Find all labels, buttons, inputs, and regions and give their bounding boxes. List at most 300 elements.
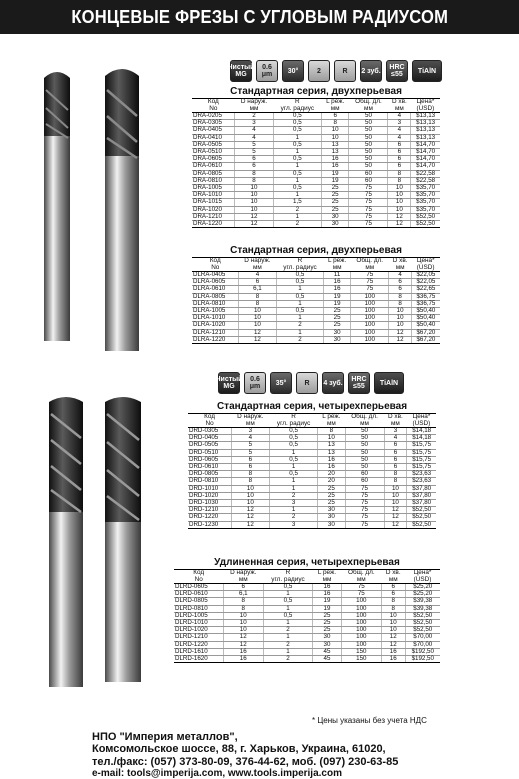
table-cell: 4 — [231, 435, 269, 442]
cross-section-icon: 4 зуб. — [322, 372, 344, 394]
table-cell: 16 — [324, 279, 351, 286]
column-header: мм — [313, 577, 341, 584]
table-cell: $25,20 — [405, 591, 440, 598]
table-cell: 100 — [351, 300, 389, 307]
table-cell: 30 — [321, 213, 348, 220]
column-header: D хв. — [381, 570, 405, 577]
table-cell: 100 — [351, 315, 389, 322]
table-cell: 6 — [384, 449, 407, 456]
table-cell: 0,5 — [273, 120, 321, 127]
table-cell: $36,75 — [411, 300, 440, 307]
table-row — [174, 656, 440, 663]
table-cell: 1 — [273, 134, 321, 141]
table-row — [192, 113, 440, 120]
table-cell: DRA-1010 — [192, 192, 235, 199]
table-cell: 10 — [231, 492, 269, 499]
table-cell: DLRD-0810 — [174, 605, 223, 612]
table-cell: 20 — [318, 478, 345, 485]
table-cell: 10 — [223, 620, 263, 627]
page-title: КОНЦЕВЫЕ ФРЕЗЫ С УГЛОВЫМ РАДИУСОМ — [71, 6, 448, 27]
table-cell: $13,13 — [411, 120, 440, 127]
micrograin-icon: Чистый MG — [230, 60, 252, 82]
table-cell: 30 — [321, 221, 348, 228]
table-cell: 10 — [321, 127, 348, 134]
table-cell: 5 — [235, 141, 274, 148]
column-header: мм — [351, 265, 389, 272]
table-title: Стандартная серия, двухперьевая — [230, 86, 402, 97]
table-cell: 6,1 — [223, 591, 263, 598]
table-cell: 6 — [239, 279, 277, 286]
column-header: No — [192, 106, 235, 113]
table-cell: 50 — [349, 149, 388, 156]
table-cell: 1 — [270, 449, 318, 456]
table-row — [188, 449, 436, 456]
column-header: L реж. — [321, 99, 348, 106]
table-cell: $15,75 — [407, 464, 436, 471]
column-header: D наруж. — [231, 414, 269, 421]
table-cell: DRD-1230 — [188, 521, 231, 528]
table-cell: 12 — [384, 514, 407, 521]
table-cell: 0,5 — [270, 428, 318, 435]
table-cell: DRA-0605 — [192, 156, 235, 163]
table-cell: 8 — [389, 293, 411, 300]
table-cell: 6 — [389, 286, 411, 293]
table-cell: DRD-0405 — [188, 435, 231, 442]
column-header: Код — [174, 570, 223, 577]
table-cell: 10 — [389, 308, 411, 315]
table-cell: $192,50 — [405, 648, 440, 655]
table-cell: DLRA-1005 — [192, 308, 239, 315]
table-row — [174, 591, 440, 598]
table-cell: $35,70 — [411, 185, 440, 192]
flutes-icon: 2 — [308, 60, 330, 82]
table-cell: 8 — [235, 170, 274, 177]
table-cell: 25 — [313, 612, 341, 619]
table-cell: 0,5 — [263, 598, 313, 605]
table-cell: DRD-1030 — [188, 500, 231, 507]
table-dra — [192, 86, 440, 228]
table-cell: 1 — [270, 478, 318, 485]
table-cell: 3 — [231, 428, 269, 435]
table-cell: 75 — [345, 507, 384, 514]
table-cell: 8 — [381, 598, 405, 605]
table-row — [192, 156, 440, 163]
table-cell: 19 — [313, 598, 341, 605]
spec-table — [174, 569, 440, 663]
column-header: угл. радиус — [270, 421, 318, 428]
table-cell: $23,63 — [407, 471, 436, 478]
table-cell: DLRA-1220 — [192, 336, 239, 343]
table-cell: 25 — [321, 192, 348, 199]
table-row — [174, 648, 440, 655]
table-cell: 8 — [223, 598, 263, 605]
column-header: мм — [223, 577, 263, 584]
table-cell: 1 — [273, 192, 321, 199]
helix-angle-icon: 35° — [270, 372, 292, 394]
table-cell: 100 — [341, 612, 381, 619]
table-cell: 1 — [263, 591, 313, 598]
table-cell: 8 — [239, 293, 277, 300]
table-cell: 10 — [389, 322, 411, 329]
table-cell: 1 — [263, 620, 313, 627]
column-header: L реж. — [324, 258, 351, 265]
table-cell: 25 — [318, 492, 345, 499]
table-cell: 100 — [341, 641, 381, 648]
table-cell: DLRD-0605 — [174, 584, 223, 591]
hrc-icon: HRC ≤55 — [348, 372, 370, 394]
table-cell: 10 — [318, 435, 345, 442]
micrograin-icon: Чистый MG — [218, 372, 240, 394]
table-cell: 12 — [381, 634, 405, 641]
table-cell: DLRD-1610 — [174, 648, 223, 655]
table-row — [188, 435, 436, 442]
table-cell: 1 — [270, 485, 318, 492]
table-dlrd — [174, 557, 440, 663]
table-row — [192, 221, 440, 228]
table-row — [174, 598, 440, 605]
grain-size-icon: 0.6 μm — [244, 372, 266, 394]
table-cell: 1 — [263, 605, 313, 612]
table-cell: $14,70 — [411, 149, 440, 156]
column-header: Цена* — [411, 99, 440, 106]
vat-footnote: * Цены указаны без учета НДС — [312, 716, 427, 725]
table-cell: 19 — [324, 293, 351, 300]
column-header: No — [174, 577, 223, 584]
column-header: мм — [239, 265, 277, 272]
table-cell: 100 — [341, 605, 381, 612]
table-cell: DRD-0505 — [188, 442, 231, 449]
table-row — [174, 641, 440, 648]
table-cell: DRA-0410 — [192, 134, 235, 141]
table-cell: $35,70 — [411, 206, 440, 213]
column-header: мм — [388, 106, 411, 113]
cross-section-icon: 2 зуб. — [360, 60, 382, 82]
table-cell: 2 — [273, 221, 321, 228]
table-cell: 1 — [263, 648, 313, 655]
table-cell: DLRD-1010 — [174, 620, 223, 627]
table-cell: 12 — [235, 221, 274, 228]
table-cell: 6 — [388, 156, 411, 163]
table-title: Удлиненная серия, четырехперьевая — [214, 557, 400, 568]
table-cell: DRD-1020 — [188, 492, 231, 499]
table-cell: 50 — [349, 113, 388, 120]
table-cell: 30 — [324, 329, 351, 336]
column-header: мм — [324, 265, 351, 272]
table-cell: 60 — [349, 170, 388, 177]
column-header: Цена* — [405, 570, 440, 577]
table-cell: 12 — [223, 634, 263, 641]
table-cell: 10 — [388, 185, 411, 192]
table-cell: 75 — [345, 514, 384, 521]
table-cell: $14,70 — [411, 156, 440, 163]
table-cell: 25 — [313, 620, 341, 627]
table-cell: 10 — [235, 192, 274, 199]
table-cell: DRD-0805 — [188, 471, 231, 478]
table-cell: 25 — [324, 315, 351, 322]
table-cell: 5 — [231, 449, 269, 456]
spec-table — [192, 98, 440, 228]
table-cell: $52,50 — [411, 213, 440, 220]
table-row — [174, 612, 440, 619]
table-cell: 6 — [381, 591, 405, 598]
table-cell: 50 — [349, 141, 388, 148]
table-cell: 75 — [349, 221, 388, 228]
column-header: D хв. — [389, 258, 411, 265]
column-header: L реж. — [318, 414, 345, 421]
table-row — [192, 170, 440, 177]
table-cell: 1,5 — [273, 199, 321, 206]
table-cell: 12 — [231, 507, 269, 514]
table-cell: 12 — [389, 329, 411, 336]
table-cell: 30 — [318, 521, 345, 528]
column-header: Код — [192, 258, 239, 265]
table-cell: 16 — [313, 584, 341, 591]
table-cell: 10 — [231, 485, 269, 492]
table-row — [174, 620, 440, 627]
column-header: мм — [321, 106, 348, 113]
table-cell: 5 — [231, 442, 269, 449]
table-cell: $13,13 — [411, 127, 440, 134]
table-cell: DRD-1010 — [188, 485, 231, 492]
table-cell: 4 — [389, 272, 411, 279]
table-cell: 10 — [384, 500, 407, 507]
table-row — [192, 279, 440, 286]
table-cell: 1 — [276, 315, 323, 322]
grain-size-icon: 0.6 μm — [256, 60, 278, 82]
table-cell: 8 — [384, 478, 407, 485]
table-cell: DLRA-0610 — [192, 286, 239, 293]
table-cell: 4 — [388, 127, 411, 134]
table-cell: 12 — [231, 521, 269, 528]
column-header: R — [273, 99, 321, 106]
table-cell: 0,5 — [270, 456, 318, 463]
table-cell: 0,5 — [273, 185, 321, 192]
column-header: D хв. — [384, 414, 407, 421]
table-cell: 8 — [388, 170, 411, 177]
table-cell: 10 — [239, 315, 277, 322]
table-cell: 10 — [381, 620, 405, 627]
table-cell: $52,50 — [405, 627, 440, 634]
table-cell: DRA-1020 — [192, 206, 235, 213]
table-cell: 1 — [273, 163, 321, 170]
table-cell: 3 — [384, 428, 407, 435]
table-cell: 25 — [318, 500, 345, 507]
table-row — [174, 627, 440, 634]
table-cell: 10 — [389, 315, 411, 322]
column-header: мм — [349, 106, 388, 113]
table-row — [192, 141, 440, 148]
table-row — [192, 134, 440, 141]
table-cell: 8 — [231, 478, 269, 485]
table-cell: DLRD-1620 — [174, 656, 223, 663]
table-cell: 16 — [313, 591, 341, 598]
table-cell: $35,70 — [411, 192, 440, 199]
table-cell: 6 — [384, 464, 407, 471]
table-cell: 16 — [381, 656, 405, 663]
table-cell: 100 — [351, 322, 389, 329]
table-cell: $14,18 — [407, 428, 436, 435]
table-cell: $52,50 — [407, 521, 436, 528]
table-cell: DRA-0805 — [192, 170, 235, 177]
table-cell: 8 — [321, 120, 348, 127]
table-cell: 2 — [263, 656, 313, 663]
table-cell: 12 — [235, 213, 274, 220]
table-cell: 10 — [235, 185, 274, 192]
table-row — [188, 471, 436, 478]
table-cell: DRD-0605 — [188, 456, 231, 463]
column-header: (USD) — [411, 265, 440, 272]
table-header-row — [174, 570, 440, 577]
table-cell: DLRD-1020 — [174, 627, 223, 634]
column-header: Общ. дл. — [341, 570, 381, 577]
table-cell: 10 — [239, 308, 277, 315]
table-cell: 8 — [231, 471, 269, 478]
table-cell: 16 — [321, 163, 348, 170]
table-row — [192, 286, 440, 293]
column-header: D наруж. — [239, 258, 277, 265]
table-cell: 2 — [235, 113, 274, 120]
table-cell: $15,75 — [407, 449, 436, 456]
table-cell: 60 — [345, 478, 384, 485]
table-cell: DLRA-0405 — [192, 272, 239, 279]
table-row — [192, 293, 440, 300]
table-cell: 50 — [349, 127, 388, 134]
address: Комсомольское шоссе, 88, г. Харьков, Украина, 61020, — [92, 743, 386, 756]
table-cell: 16 — [223, 648, 263, 655]
table-cell: 6,1 — [239, 286, 277, 293]
table-cell: 75 — [349, 192, 388, 199]
table-cell: $192,50 — [405, 656, 440, 663]
table-cell: 60 — [349, 177, 388, 184]
table-cell: $50,40 — [411, 322, 440, 329]
table-cell: 1 — [270, 507, 318, 514]
column-header: угл. радиус — [276, 265, 323, 272]
table-cell: 100 — [341, 634, 381, 641]
table-cell: 25 — [324, 322, 351, 329]
table-cell: DLRD-0610 — [174, 591, 223, 598]
spec-table — [192, 257, 440, 344]
table-cell: 50 — [349, 134, 388, 141]
column-header: мм — [389, 265, 411, 272]
table-cell: 12 — [389, 336, 411, 343]
table-cell: 10 — [388, 206, 411, 213]
table-cell: 30 — [313, 641, 341, 648]
column-header: R — [263, 570, 313, 577]
table-cell: 75 — [341, 591, 381, 598]
table-row — [192, 272, 440, 279]
table-cell: DRD-0510 — [188, 449, 231, 456]
table-cell: 13 — [321, 149, 348, 156]
table-cell: 10 — [235, 199, 274, 206]
column-header: угл. радиус — [263, 577, 313, 584]
table-cell: $23,63 — [407, 478, 436, 485]
table-cell: $70,00 — [405, 641, 440, 648]
table-cell: 100 — [351, 336, 389, 343]
table-cell: 12 — [384, 507, 407, 514]
table-cell: 10 — [231, 500, 269, 507]
table-cell: DRD-0810 — [188, 478, 231, 485]
table-cell: 12 — [239, 329, 277, 336]
table-cell: 6 — [388, 163, 411, 170]
table-cell: 0,5 — [276, 279, 323, 286]
table-cell: $70,00 — [405, 634, 440, 641]
table-row — [188, 456, 436, 463]
table-cell: $22,65 — [411, 286, 440, 293]
column-header: Код — [192, 99, 235, 106]
table-cell: DLRA-0605 — [192, 279, 239, 286]
column-header: мм — [345, 421, 384, 428]
table-cell: 50 — [349, 156, 388, 163]
table-cell: 8 — [318, 428, 345, 435]
table-cell: 75 — [349, 213, 388, 220]
table-cell: 0,5 — [273, 141, 321, 148]
table-cell: DLRA-0810 — [192, 300, 239, 307]
table-cell: $13,13 — [411, 134, 440, 141]
table-cell: 0,5 — [270, 471, 318, 478]
table-cell: 30 — [318, 514, 345, 521]
table-cell: $22,05 — [411, 272, 440, 279]
table-cell: 25 — [321, 185, 348, 192]
email-website: e-mail: tools@imperija.com, www.tools.imperija.com — [92, 767, 342, 779]
table-cell: 6 — [388, 149, 411, 156]
table-cell: 6 — [231, 464, 269, 471]
column-header: D наруж. — [223, 570, 263, 577]
table-cell: 3 — [270, 500, 318, 507]
table-header-row — [192, 106, 440, 113]
table-cell: $37,80 — [407, 492, 436, 499]
table-cell: 50 — [349, 163, 388, 170]
table-row — [174, 634, 440, 641]
table-cell: 12 — [388, 221, 411, 228]
table-cell: 1 — [273, 149, 321, 156]
table-cell: 100 — [341, 598, 381, 605]
table-cell: 4 — [239, 272, 277, 279]
table-cell: 12 — [381, 641, 405, 648]
table-row — [174, 584, 440, 591]
table-cell: 75 — [351, 272, 389, 279]
table-cell: $14,70 — [411, 141, 440, 148]
table-cell: 50 — [349, 120, 388, 127]
table-cell: DRA-1210 — [192, 213, 235, 220]
table-cell: 10 — [381, 627, 405, 634]
table-cell: 6 — [384, 456, 407, 463]
column-header: (USD) — [407, 421, 436, 428]
column-header: Общ. дл. — [351, 258, 389, 265]
table-cell: 0,5 — [276, 308, 323, 315]
column-header: мм — [381, 577, 405, 584]
column-header: L реж. — [313, 570, 341, 577]
table-cell: 0,5 — [263, 584, 313, 591]
table-cell: DRA-0305 — [192, 120, 235, 127]
table-cell: 25 — [313, 627, 341, 634]
table-row — [192, 120, 440, 127]
table-cell: DLRA-1210 — [192, 329, 239, 336]
table-cell: 6 — [235, 163, 274, 170]
table-cell: DLRD-1220 — [174, 641, 223, 648]
table-cell: 16 — [324, 286, 351, 293]
two-flute-end-mills-image — [30, 66, 155, 356]
table-cell: $67,20 — [411, 336, 440, 343]
table-cell: 2 — [263, 627, 313, 634]
table-cell: DLRA-1010 — [192, 315, 239, 322]
table-cell: 10 — [239, 322, 277, 329]
table-cell: 3 — [388, 120, 411, 127]
table-cell: 150 — [341, 656, 381, 663]
table-cell: 10 — [388, 192, 411, 199]
table-cell: 100 — [351, 308, 389, 315]
column-header: Код — [188, 414, 231, 421]
table-cell: 1 — [273, 177, 321, 184]
